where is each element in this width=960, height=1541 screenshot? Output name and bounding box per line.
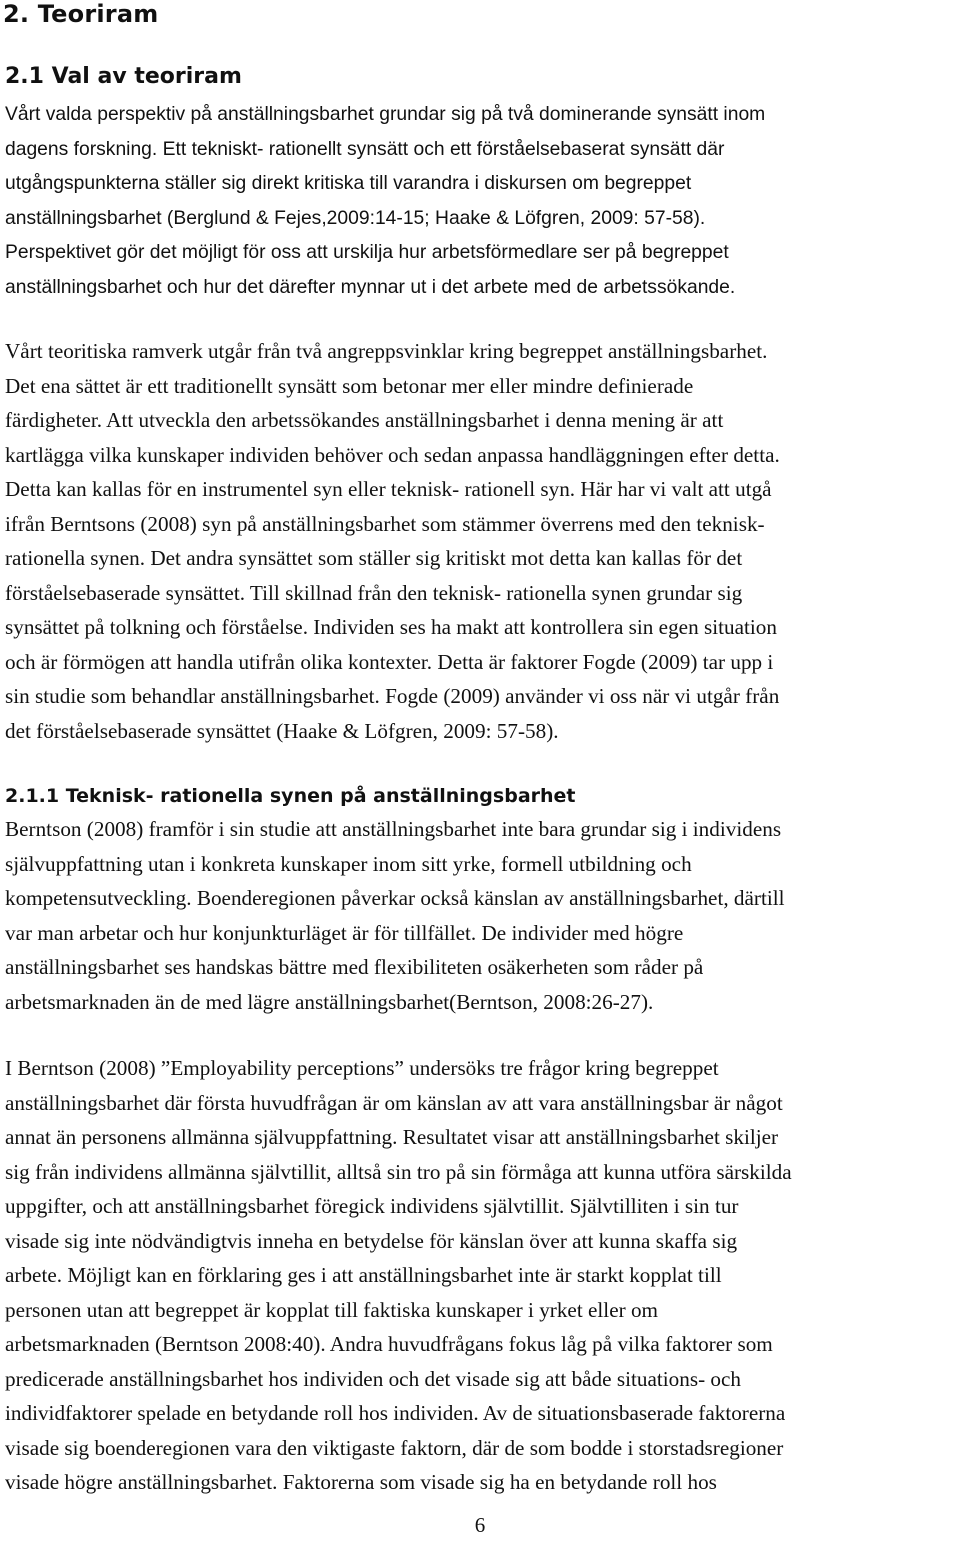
subsection-heading: 2.1.1 Teknisk- rationella synen på anställningsbarhet: [5, 785, 576, 807]
text-line: förståelsebaserade synsättet. Till skillnad från den teknisk- rationella synen grundar sig: [5, 580, 743, 605]
text-line: ifrån Berntsons (2008) syn på anställningsbarhet som stämmer överrens med den teknisk-: [5, 511, 765, 536]
text-line: sig från individens allmänna självtillit, alltså sin tro på sin förmåga att kunna utföra särskilda: [5, 1159, 792, 1184]
text-line: rationella synen. Det andra synsättet som ställer sig kritiskt mot detta kan kallas för det: [5, 546, 743, 570]
text-line: arbetsmarknaden (Berntson 2008:40). Andra huvudfrågans fokus låg på vilka faktorer som: [5, 1332, 773, 1356]
paragraph-intro: [5, 97, 960, 304]
text-line: anställningsbarhet och hur det därefter mynnar ut i det arbete med de arbetssökande.: [5, 275, 736, 298]
text-line: dagens forskning. Ett tekniskt- rationellt synsätt och ett förståelsebaserat synsätt där: [5, 137, 725, 160]
text-line: självuppfattning utan i konkreta kunskaper inom sitt yrke, formell utbildning och: [5, 851, 692, 876]
text-line: det förståelsebaserade synsättet (Haake & Löfgren, 2009: 57-58).: [5, 718, 559, 743]
text-line: utgångspunkterna ställer sig direkt kritiska till varandra i diskursen om begreppet: [5, 172, 692, 194]
text-line: Detta kan kallas för en instrumentel syn eller teknisk- rationell syn. Här har vi valt att utgå: [5, 477, 772, 501]
text-line: Berntson (2008) framför i sin studie att anställningsbarhet inte bara grundar sig i individens: [5, 817, 782, 841]
text-line: visade sig boenderegionen vara den viktigaste faktorn, där de som bodde i storstadsregioner: [5, 1435, 784, 1460]
text-line: synsättet på tolkning och förståelse. Individen ses ha makt att kontrollera sin egen situation: [5, 615, 777, 639]
chapter-heading: 2. Teoriram: [3, 0, 159, 28]
text-line: visade sig inte nödvändigtvis inneha en betydelse för känslan över att kunna skaffa sig: [5, 1228, 738, 1253]
paragraph-framework: [5, 334, 960, 748]
page-number: 6: [474, 1513, 486, 1537]
text-line: anställningsbarhet där första huvudfrågan är om känslan av att vara anställningsbar är något: [5, 1090, 783, 1115]
text-line: arbetsmarknaden än de med lägre anställningsbarhet(Berntson, 2008:26-27).: [5, 989, 654, 1014]
text-line: kartlägga vilka kunskaper individen behöver och sedan anpassa handläggningen efter detta.: [5, 442, 780, 467]
text-line: visade högre anställningsbarhet. Faktorerna som visade sig ha en betydande roll hos: [5, 1470, 717, 1494]
text-line: var man arbetar och hur konjunkturläget är för tillfället. De individer med högre: [5, 920, 684, 945]
text-line: kompetensutveckling. Boenderegionen påverkar också känslan av anställningsbarhet, därtill: [5, 886, 785, 910]
paragraph-employability-perceptions: [5, 1051, 960, 1500]
text-line: predicerade anställningsbarhet hos individen och det visade sig att både situations- och: [5, 1366, 742, 1391]
text-line: Det ena sättet är ett traditionellt synsätt som betonar mer eller mindre definierade: [5, 373, 694, 398]
text-line: arbete. Möjligt kan en förklaring ges i att anställningsbarhet inte är starkt kopplat till: [5, 1263, 722, 1287]
text-line: och är förmögen att handla utifrån olika kontexter. Detta är faktorer Fogde (2009) tar upp i: [5, 649, 774, 674]
text-line: sin studie som behandlar anställningsbarhet. Fogde (2009) använder vi oss när vi utgår från: [5, 684, 780, 708]
section-heading: 2.1 Val av teoriram: [5, 64, 242, 89]
text-line: I Berntson (2008) ”Employability perceptions” undersöks tre frågor kring begreppet: [5, 1056, 719, 1080]
text-line: anställningsbarhet ses handskas bättre med flexibiliteten osäkerheten som råder på: [5, 955, 704, 979]
text-line: färdigheter. Att utveckla den arbetssökandes anställningsbarhet i denna mening är att: [5, 408, 724, 432]
text-line: annat än personens allmänna självuppfattning. Resultatet visar att anställningsbarhet skiljer: [5, 1125, 779, 1149]
text-line: Vårt teoritiska ramverk utgår från två angreppsvinklar kring begreppet anställningsbarhet.: [5, 339, 768, 363]
text-line: personen utan att begreppet är kopplat till faktiska kunskaper i yrket eller om: [5, 1297, 659, 1322]
text-line: anställningsbarhet (Berglund & Fejes,2009:14-15; Haake & Löfgren, 2009: 57-58).: [5, 206, 706, 229]
text-line: uppgifter, och att anställningsbarhet föregick individens självtillit. Självtilliten i sin tur: [5, 1194, 739, 1218]
text-line: individfaktorer spelade en betydande roll hos individen. Av de situationsbaserade faktorerna: [5, 1401, 786, 1425]
text-line: Vårt valda perspektiv på anställningsbarhet grundar sig på två dominerande synsätt inom: [5, 103, 766, 125]
paragraph-berntson-summary: [5, 812, 960, 1019]
text-line: Perspektivet gör det möjligt för oss att urskilja hur arbetsförmedlare ser på begreppet: [5, 241, 729, 263]
